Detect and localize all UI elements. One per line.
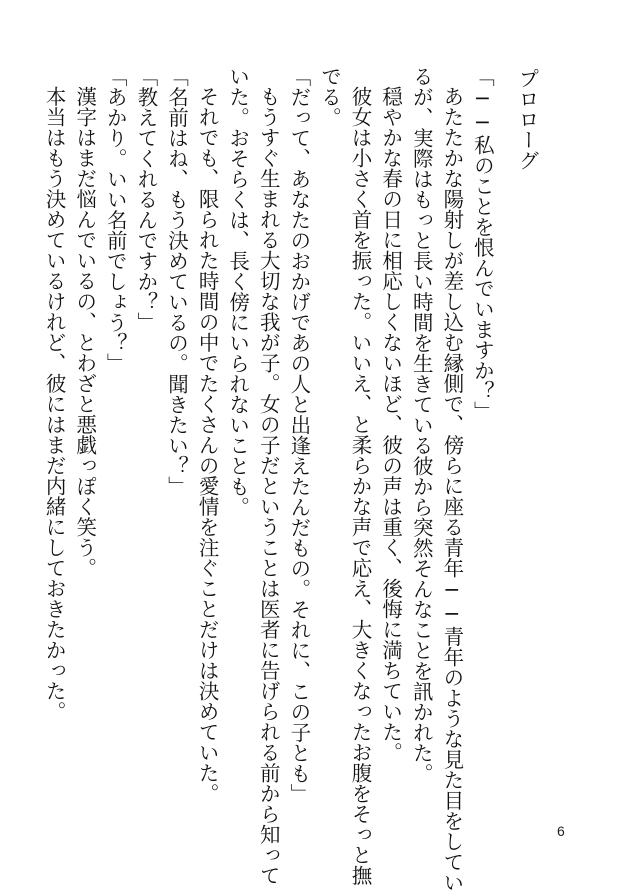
text-line: 漢字はまだ悩んでいるの、とわざと悪戯っぽく笑う。 (72, 86, 97, 578)
chapter-title: プロローグ (515, 68, 539, 171)
page-number: 6 (557, 823, 565, 839)
text-line: 穏やかな春の日に相応しくないほど、彼の声は重く、後悔に満ちていた。 (378, 86, 403, 763)
text-line: 「あかり。いい名前でしょう？」 (103, 66, 128, 374)
text-line: 「──私のことを恨んでいますか？」 (470, 66, 495, 422)
text-line: 彼女は小さく首を振った。いいえ、と柔らかな声で応え、大きくなったお腹をそっと撫 (348, 86, 373, 886)
vertical-text-body (42, 66, 542, 893)
text-line: 「名前はね、もう決めているの。聞きたい？」 (164, 66, 189, 497)
text-line: 「だって、あなたのおかげであの人と出逢えたんだもの。それに、この子とも」 (286, 66, 311, 804)
text-line: いた。おそらくは、長く傍にいられないことも。 (225, 66, 250, 517)
text-line: それでも、限られた時間の中でたくさんの愛情を注ぐことだけは決めていた。 (195, 86, 220, 804)
text-line: もうすぐ生まれる大切な我が子。女の子だということは医者に告げられる前から知って (256, 86, 281, 886)
text-line: あたたかな陽射しが差し込む縁側で、傍らに座る青年──青年のような見た目をしてい (439, 86, 464, 893)
text-line: 「教えてくれるんですか？」 (133, 66, 158, 333)
text-line: るが、実際はもっと長い時間を生きている彼から突然そんなことを訊かれた。 (409, 66, 434, 784)
text-line: 本当はもう決めているけれど、彼にはまだ内緒にしておきたかった。 (42, 86, 67, 722)
text-line: でる。 (317, 66, 342, 128)
